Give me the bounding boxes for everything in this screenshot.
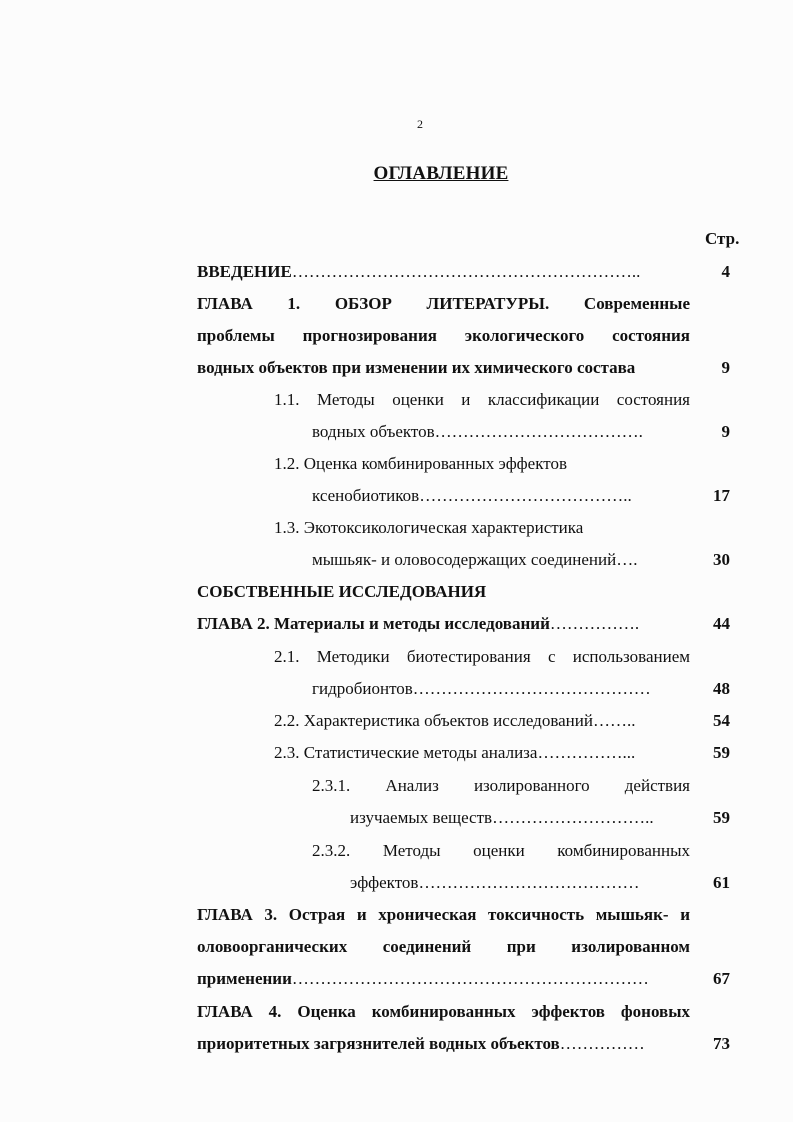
toc-entry-2-3[interactable]: 2.3. Статистические методы анализа……………...: [274, 743, 636, 762]
entry-text: эффектов: [350, 873, 419, 892]
toc-entry-chapter1-line3: водных объектов при изменении их химического состава: [197, 358, 636, 377]
toc-entry-1-3-line1[interactable]: 1.3. Экотоксикологическая характеристика: [274, 518, 584, 537]
toc-entry-2-3-1-line1[interactable]: 2.3.1. Анализ изолированного действия: [312, 776, 690, 795]
toc-entry-1-1-line2: [312, 422, 643, 442]
leader-dots: ……………………………………: [412, 679, 651, 698]
leader-dots: ………………………………………………………: [291, 969, 649, 988]
page-ref: 67: [713, 969, 730, 988]
toc-entry-chapter3-line3: [197, 969, 649, 989]
toc-entry-chapter3-line2: оловоорганических соединений при изолированном: [197, 937, 690, 956]
toc-entry-2-1-line1[interactable]: 2.1. Методики биотестирования с использованием: [274, 647, 690, 666]
page-ref: 48: [713, 679, 730, 698]
entry-text: ВВЕДЕНИЕ: [197, 262, 292, 281]
page-ref: 30: [713, 550, 730, 569]
entry-text: изучаемых веществ: [350, 808, 493, 827]
toc-entry-2-3-2-line2: [350, 873, 639, 893]
leader-dots: ……………: [559, 1034, 645, 1053]
leader-dots: ……………………………………………………..: [291, 262, 641, 281]
toc-entry-chapter4-line2: [197, 1034, 645, 1054]
toc-entry-2-3-1-line2: [350, 808, 654, 828]
toc-entry-2-3-2-line1[interactable]: 2.3.2. Методы оценки комбинированных: [312, 841, 690, 860]
entry-text: гидробионтов: [312, 679, 413, 698]
entry-text: ксенобиотиков: [312, 486, 420, 505]
toc-entry-2-2[interactable]: 2.2. Характеристика объектов исследований……..: [274, 711, 636, 730]
leader-dots: …………………………………: [418, 873, 640, 892]
entry-text: приоритетных загрязнителей водных объектов: [197, 1034, 560, 1053]
leader-dots: ………………………………..: [419, 486, 632, 505]
page-ref: 61: [713, 873, 730, 892]
toc-entry-chapter3-line1[interactable]: ГЛАВА 3. Острая и хроническая токсичность мышьяк- и: [197, 905, 690, 924]
leader-dots: ………………………..: [492, 808, 654, 827]
section-heading-own-research: СОБСТВЕННЫЕ ИССЛЕДОВАНИЯ: [197, 582, 487, 601]
toc-entry-chapter1-line2: проблемы прогнозирования экологического состояния: [197, 326, 690, 345]
toc-entry-1-2-line1[interactable]: 1.2. Оценка комбинированных эффектов: [274, 454, 567, 473]
toc-entry-chapter4-line1[interactable]: ГЛАВА 4. Оценка комбинированных эффектов фоновых: [197, 1002, 690, 1021]
page-ref: 73: [713, 1034, 730, 1053]
toc-entry-2-1-line2: [312, 679, 651, 699]
toc-entry-1-1-line1[interactable]: 1.1. Методы оценки и классификации состояния: [274, 390, 690, 409]
page-ref: 59: [713, 743, 730, 762]
page-ref: 59: [713, 808, 730, 827]
page-ref: 9: [721, 422, 730, 441]
entry-text: применении: [197, 969, 292, 988]
toc-entry-1-2-line2: [312, 486, 632, 506]
toc-title: ОГЛАВЛЕНИЕ: [373, 163, 509, 184]
page-column-header: Стр.: [705, 229, 740, 248]
toc-entry-chapter2[interactable]: [197, 614, 639, 634]
page-number: 2: [417, 117, 423, 131]
entry-text: ГЛАВА 2. Материалы и методы исследований: [197, 614, 550, 633]
leader-dots: ……………………………….: [434, 422, 643, 441]
page-ref: 54: [713, 711, 730, 730]
entry-text: водных объектов: [312, 422, 435, 441]
page-ref: 4: [721, 262, 730, 281]
leader-dots: …………….: [549, 614, 640, 633]
page-ref: 17: [713, 486, 730, 505]
toc-entry-1-3-line2: мышьяк- и оловосодержащих соединений….: [312, 550, 638, 569]
toc-entry-introduction[interactable]: [197, 262, 690, 282]
page-ref: 44: [713, 614, 730, 633]
toc-entry-chapter1-line1[interactable]: ГЛАВА 1. ОБЗОР ЛИТЕРАТУРЫ. Современные: [197, 294, 690, 313]
page-ref: 9: [721, 358, 730, 377]
